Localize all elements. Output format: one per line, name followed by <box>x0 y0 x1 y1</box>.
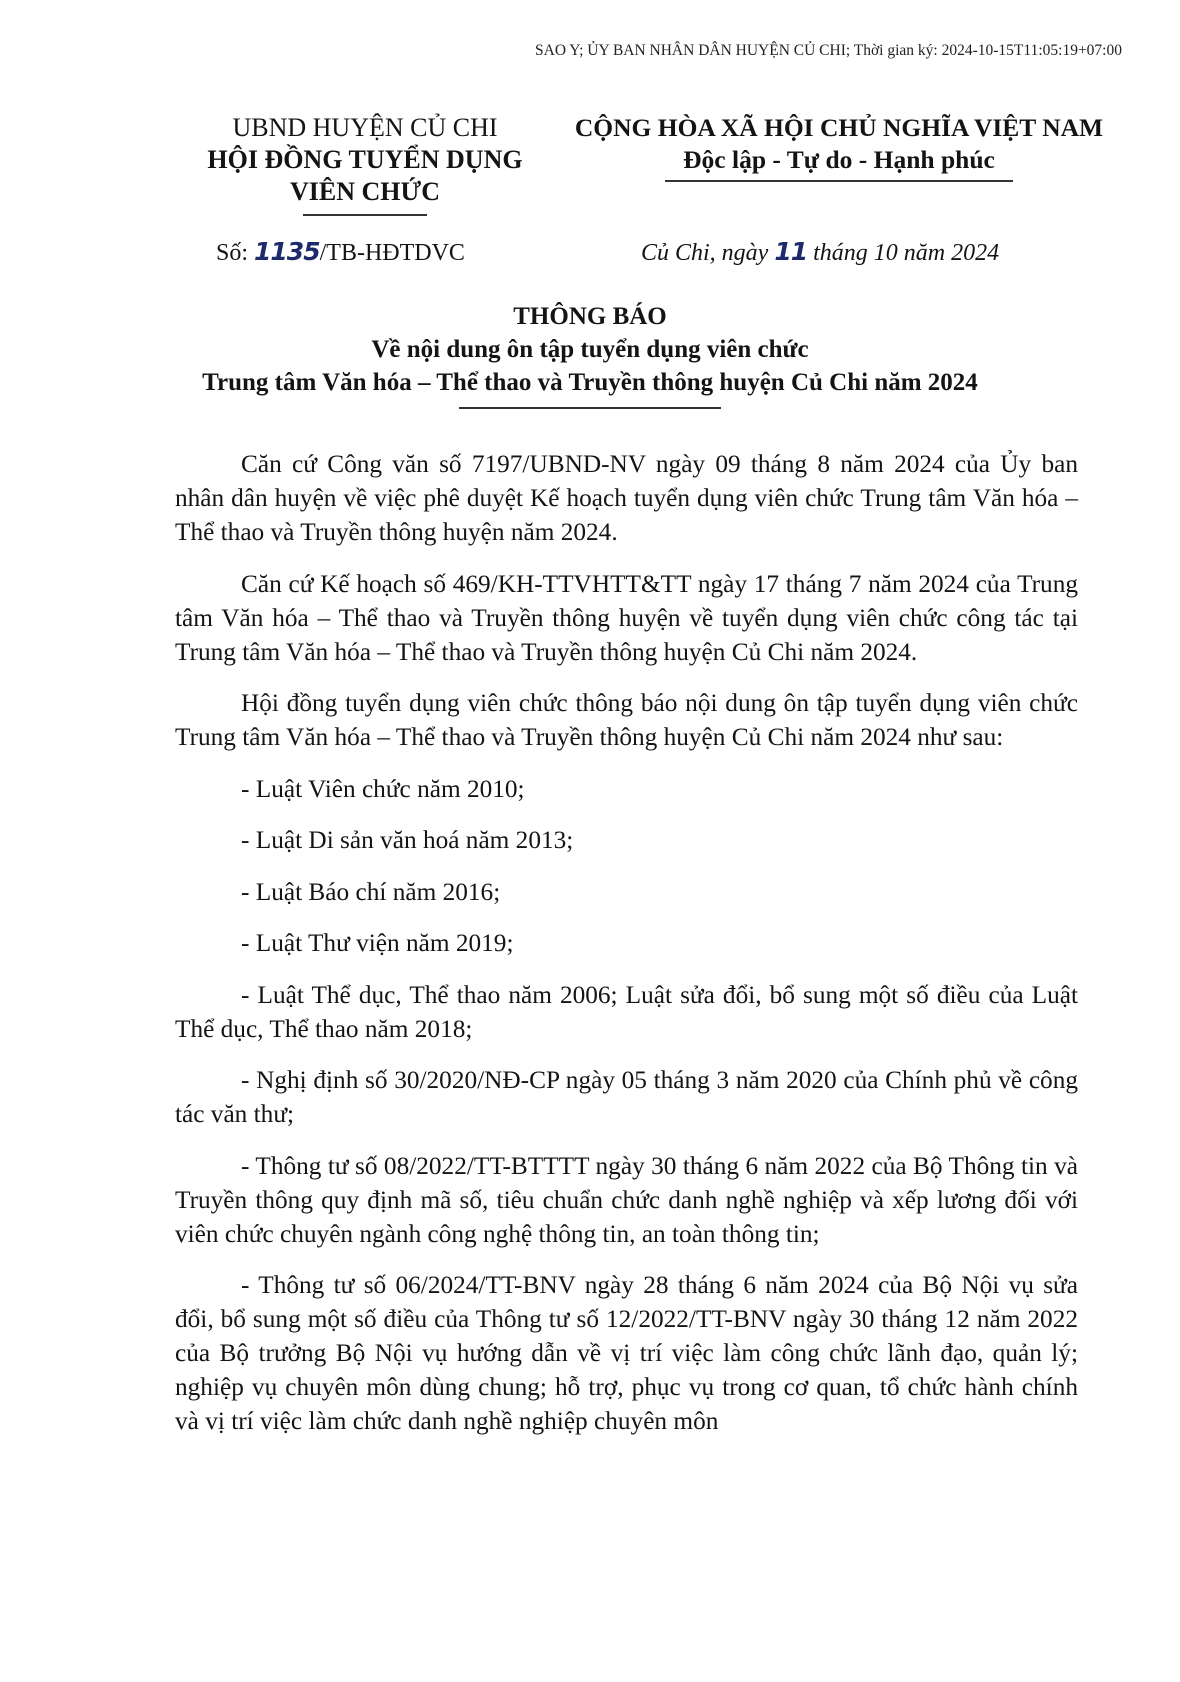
nation-name: CỘNG HÒA XÃ HỘI CHỦ NGHĨA VIỆT NAM <box>574 113 1104 142</box>
review-content-item: - Luật Di sản văn hoá năm 2013; <box>241 826 574 854</box>
document-number-suffix: /TB-HĐTDVC <box>319 240 465 266</box>
district-committee-name: UBND HUYỆN CỦ CHI <box>232 113 498 142</box>
review-content-item: - Nghị định số 30/2020/NĐ-CP ngày 05 tháng 3 năm 2020 của Chính phủ về công tác văn thư; <box>175 1066 1078 1128</box>
place-date-handwritten-day: 11 <box>774 237 808 266</box>
legal-basis-paragraph: Căn cứ Kế hoạch số 469/KH-TTVHTT&TT ngày 17 tháng 7 năm 2024 của Trung tâm Văn hóa – Thể thao và Truyền thông huyện về tuyển dụng viên chức công tác tại Trung tâm Văn hóa – Thể thao và Truyền thông huyện Củ Chi năm 2024. <box>175 569 1078 666</box>
digital-signature-stamp: SAO Y; ỦY BAN NHÂN DÂN HUYỆN CỦ CHI; Thời gian ký: 2024-10-15T11:05:19+07:00 <box>535 42 1122 59</box>
national-motto: Độc lập - Tự do - Hạnh phúc <box>683 145 995 174</box>
place-date-prefix: Củ Chi, ngày <box>641 240 775 266</box>
document-number-handwritten: 1135 <box>254 237 320 266</box>
review-content-item: - Thông tư số 08/2022/TT-BTTTT ngày 30 tháng 6 năm 2022 của Bộ Thông tin và Truyền thông quy định mã số, tiêu chuẩn chức danh nghề nghiệp và xếp lương đối với viên chức chuyên ngành công nghệ thông tin, an toàn thông tin; <box>175 1151 1078 1248</box>
review-content-item: - Luật Thư viện năm 2019; <box>241 929 514 957</box>
review-content-item: - Thông tư số 06/2024/TT-BNV ngày 28 tháng 6 năm 2024 của Bộ Nội vụ sửa đổi, bổ sung một số điều của Thông tư số 12/2022/TT-BNV ngày 30 tháng 12 năm 2022 của Bộ trưởng Bộ Nội vụ hướng dẫn về vị trí việc làm công chức lãnh đạo, quản lý; nghiệp vụ chuyên môn dùng chung; hỗ trợ, phục vụ trong cơ quan, tổ chức hành chính và vị trí việc làm chức danh nghề nghiệp chuyên môn <box>175 1271 1078 1435</box>
review-content-item: - Luật Thể dục, Thể thao năm 2006; Luật sửa đổi, bổ sung một số điều của Luật Thể dục, Thể thao năm 2018; <box>175 980 1078 1043</box>
announcement-paragraph: Hội đồng tuyển dụng viên chức thông báo nội dung ôn tập tuyển dụng viên chức Trung tâm Văn hóa – Thể thao và Truyền thông huyện Củ Chi năm 2024 như sau: <box>175 689 1078 751</box>
header-right-divider <box>665 180 1013 182</box>
notice-subject-line-1: Về nội dung ôn tập tuyển dụng viên chức <box>371 336 809 363</box>
issuing-authority-header <box>192 112 538 216</box>
notice-title-block <box>150 300 1030 409</box>
notice-subject-line-2: Trung tâm Văn hóa – Thể thao và Truyền thông huyện Củ Chi năm 2024 <box>202 369 978 396</box>
place-and-date <box>641 237 999 267</box>
document-number-prefix: Số: <box>216 240 255 266</box>
review-content-item: - Luật Viên chức năm 2010; <box>241 774 525 803</box>
place-date-suffix: tháng 10 năm 2024 <box>807 240 1000 266</box>
legal-basis-paragraph: Căn cứ Công văn số 7197/UBND-NV ngày 09 tháng 8 năm 2024 của Ủy ban nhân dân huyện về việc phê duyệt Kế hoạch tuyển dụng viên chức Trung tâm Văn hóa – Thể thao và Truyền thông huyện năm 2024. <box>175 450 1078 546</box>
document-number <box>216 237 465 267</box>
notice-title: THÔNG BÁO <box>513 303 667 330</box>
title-divider <box>459 407 721 409</box>
notice-body <box>175 447 1078 1456</box>
header-left-divider <box>303 214 427 216</box>
council-name-line-2: VIÊN CHỨC <box>290 177 440 206</box>
national-header <box>566 112 1112 182</box>
review-content-item: - Luật Báo chí năm 2016; <box>241 877 501 906</box>
council-name-line-1: HỘI ĐỒNG TUYỂN DỤNG <box>207 145 523 174</box>
